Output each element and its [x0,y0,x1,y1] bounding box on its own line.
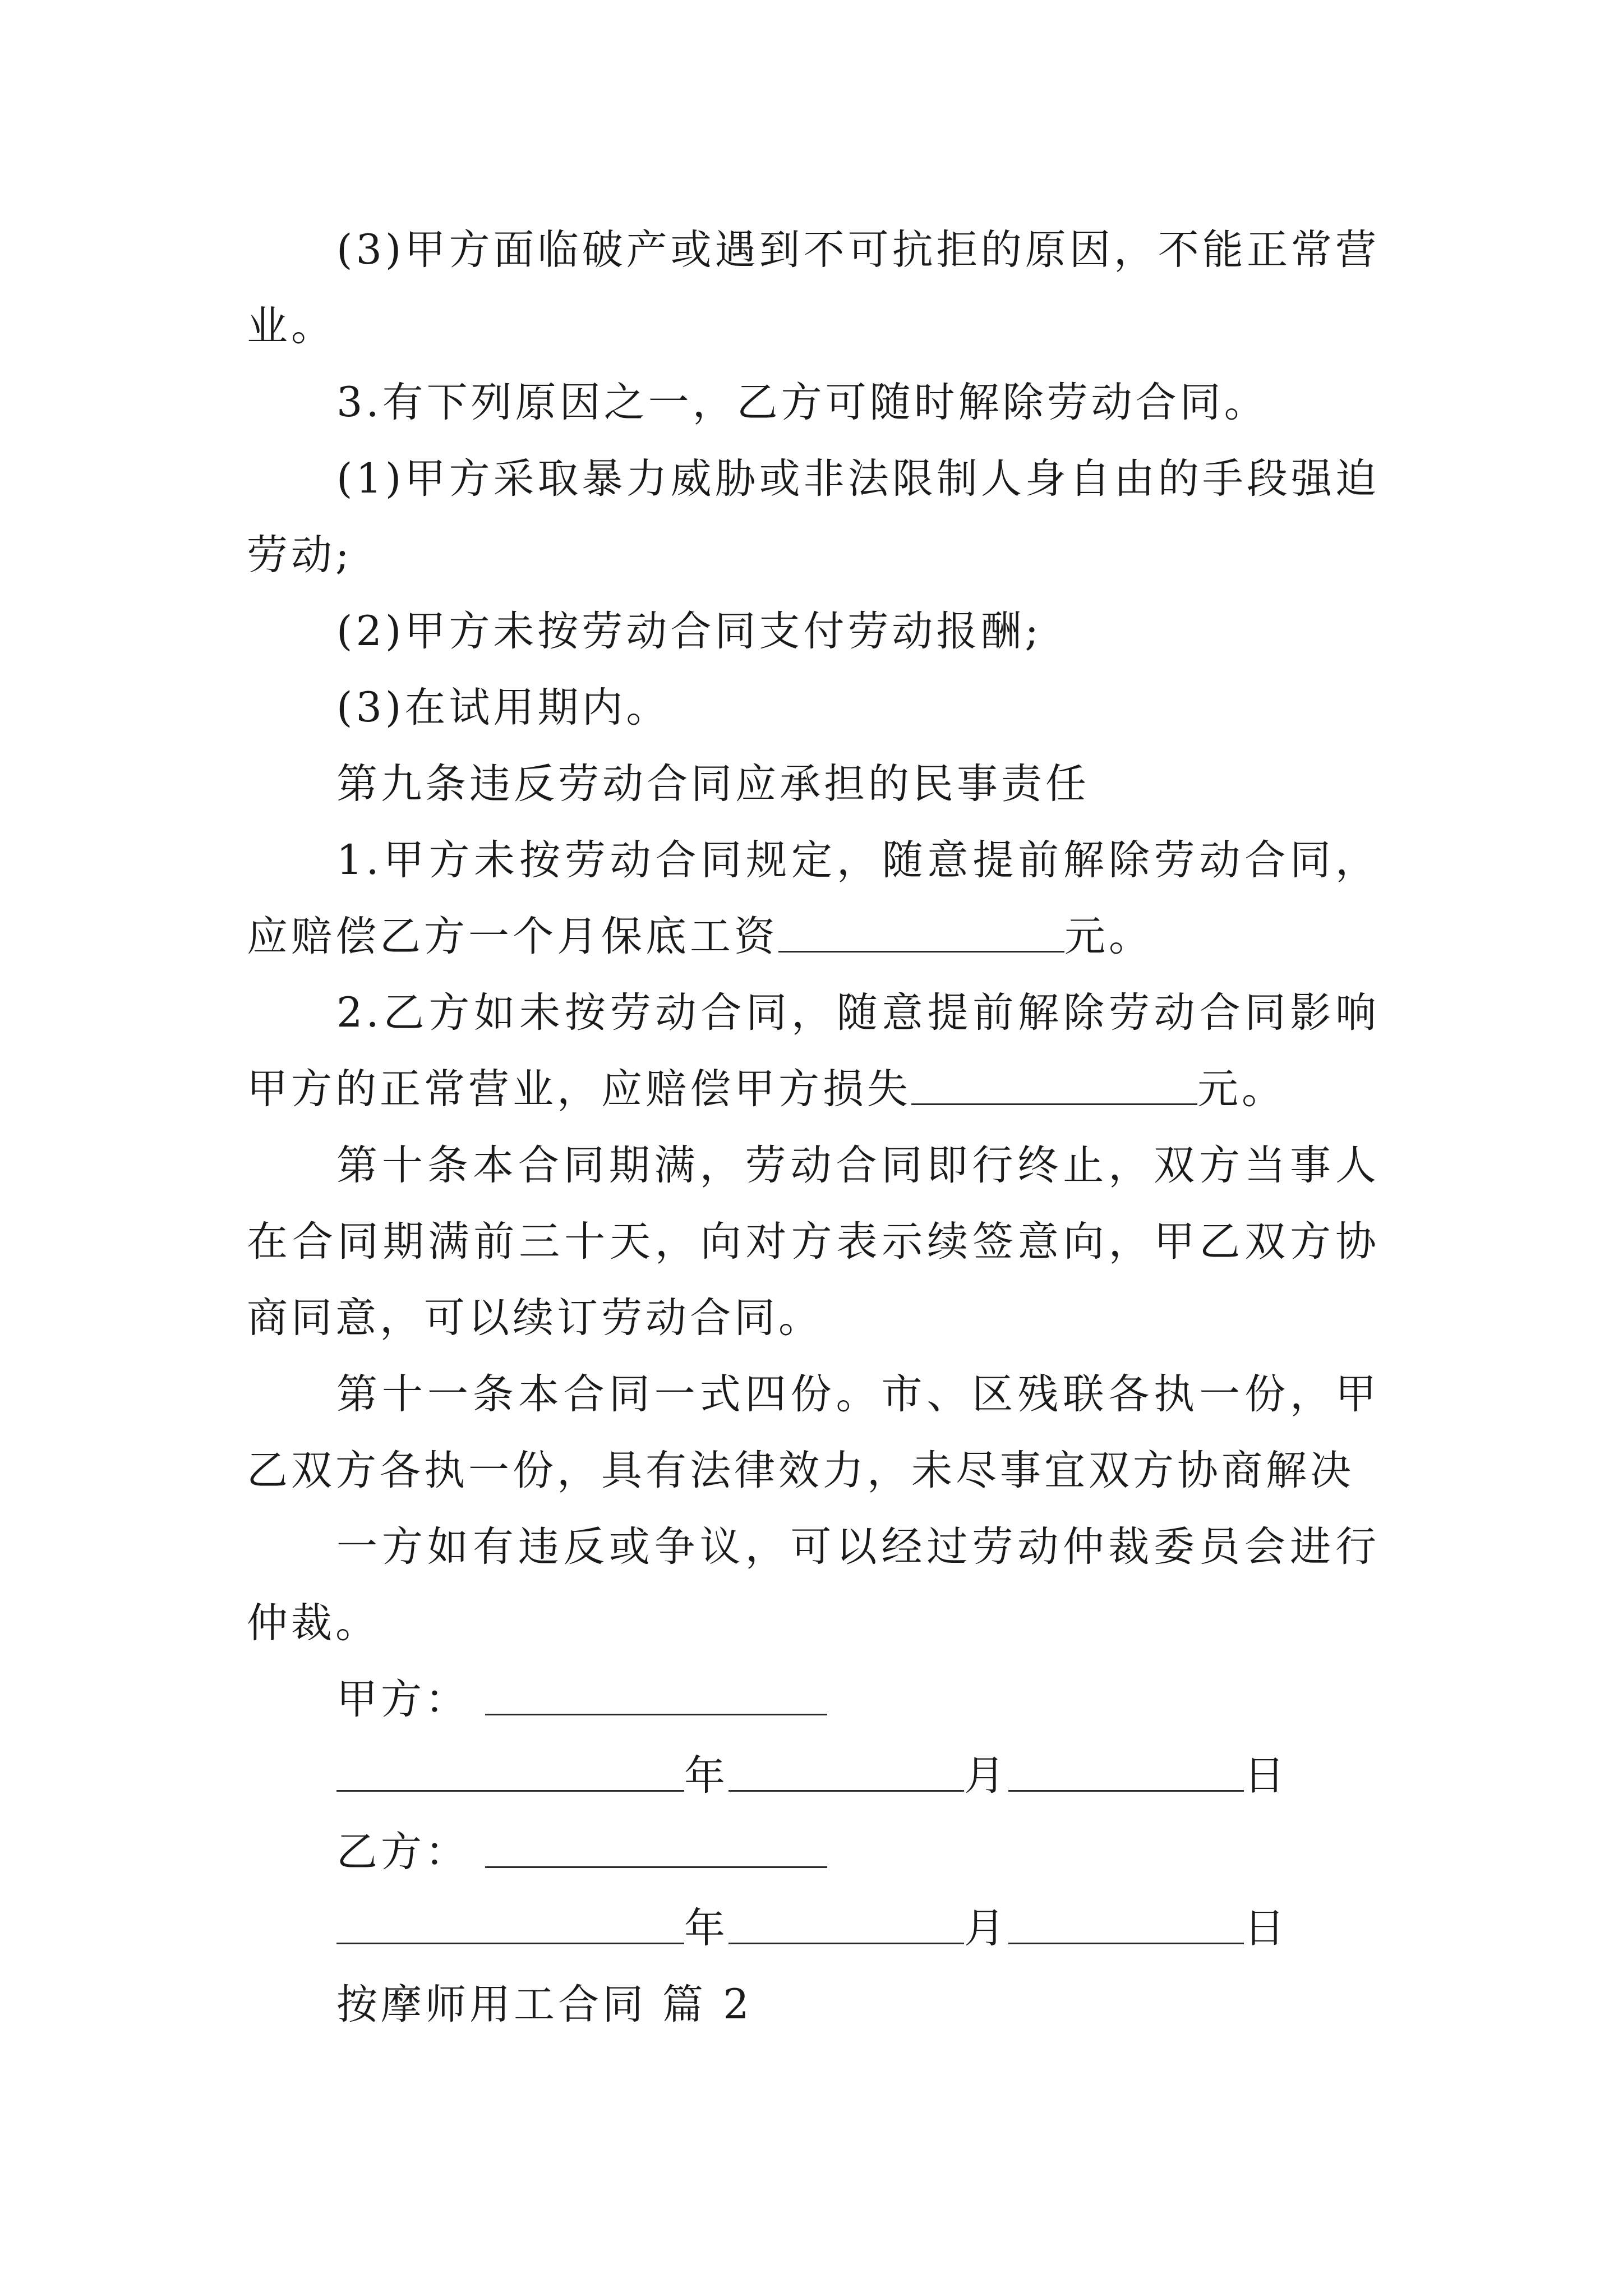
party-b-label: 乙方： [336,1828,469,1876]
amount-blank-2 [911,1064,1197,1105]
party-a-date-row [247,1738,1380,1814]
article-10: 第十条本合同期满，劳动合同即行终止，双方当事人在合同期满前三十天，向对方表示续签意向，甲乙双方协商同意，可以续订劳动合同。 [247,1142,1380,1342]
day-label: 日 [1244,1752,1288,1800]
party-b-blank [485,1827,827,1868]
article-9-item-2 [247,975,1380,1128]
article-9-item-2-unit: 元。 [1197,1065,1286,1113]
party-b-row [247,1814,1380,1890]
party-a-blank [485,1674,827,1715]
paragraph-clause-3-3: (3)甲方面临破产或遇到不可抗拒的原因，不能正常营业。 [247,226,1380,350]
party-a-month-blank [728,1751,964,1792]
next-section-part: 篇 2 [662,1981,753,2028]
paragraph-clause-3-3b: (3)在试用期内。 [336,684,671,731]
article-9-item-2-text: 2.乙方如未按劳动合同，随意提前解除劳动合同影响甲方的正常营业，应赔偿甲方损失 [247,989,1380,1113]
arbitration-paragraph: 一方如有违反或争议，可以经过劳动仲裁委员会进行仲裁。 [247,1523,1380,1647]
article-9-item-1-text: 1.甲方未按劳动合同规定，随意提前解除劳动合同，应赔偿乙方一个月保底工资 [247,836,1380,960]
year-label: 年 [684,1904,728,1952]
paragraph-clause-3-1: (1)甲方采取暴力威胁或非法限制人身自由的手段强迫劳动; [247,455,1380,579]
party-a-day-blank [1008,1751,1244,1792]
paragraph-clause-3-2: (2)甲方未按劳动合同支付劳动报酬; [336,608,1042,655]
year-label: 年 [684,1752,728,1800]
article-9-item-1 [247,822,1380,975]
party-b-year-blank [336,1903,684,1944]
document-body [247,212,1380,2043]
amount-blank-1 [778,912,1064,953]
article-9-item-1-unit: 元。 [1064,913,1153,960]
month-label: 月 [964,1904,1008,1952]
party-a-label: 甲方： [336,1676,469,1723]
next-section-heading [247,1967,1380,2043]
month-label: 月 [964,1752,1008,1800]
article-11: 第十一条本合同一式四份。市、区残联各执一份，甲乙双方各执一份，具有法律效力，未尽事宜双方协商解决 [247,1370,1380,1494]
paragraph-clause-3: 3.有下列原因之一，乙方可随时解除劳动合同。 [336,379,1269,426]
next-section-title: 按摩师用工合同 [336,1981,647,2028]
day-label: 日 [1244,1904,1288,1952]
article-9-heading: 第九条违反劳动合同应承担的民事责任 [336,760,1090,808]
party-a-row [247,1662,1380,1738]
party-b-month-blank [728,1903,964,1944]
party-a-year-blank [336,1751,684,1792]
party-b-day-blank [1008,1903,1244,1944]
party-b-date-row [247,1890,1380,1967]
